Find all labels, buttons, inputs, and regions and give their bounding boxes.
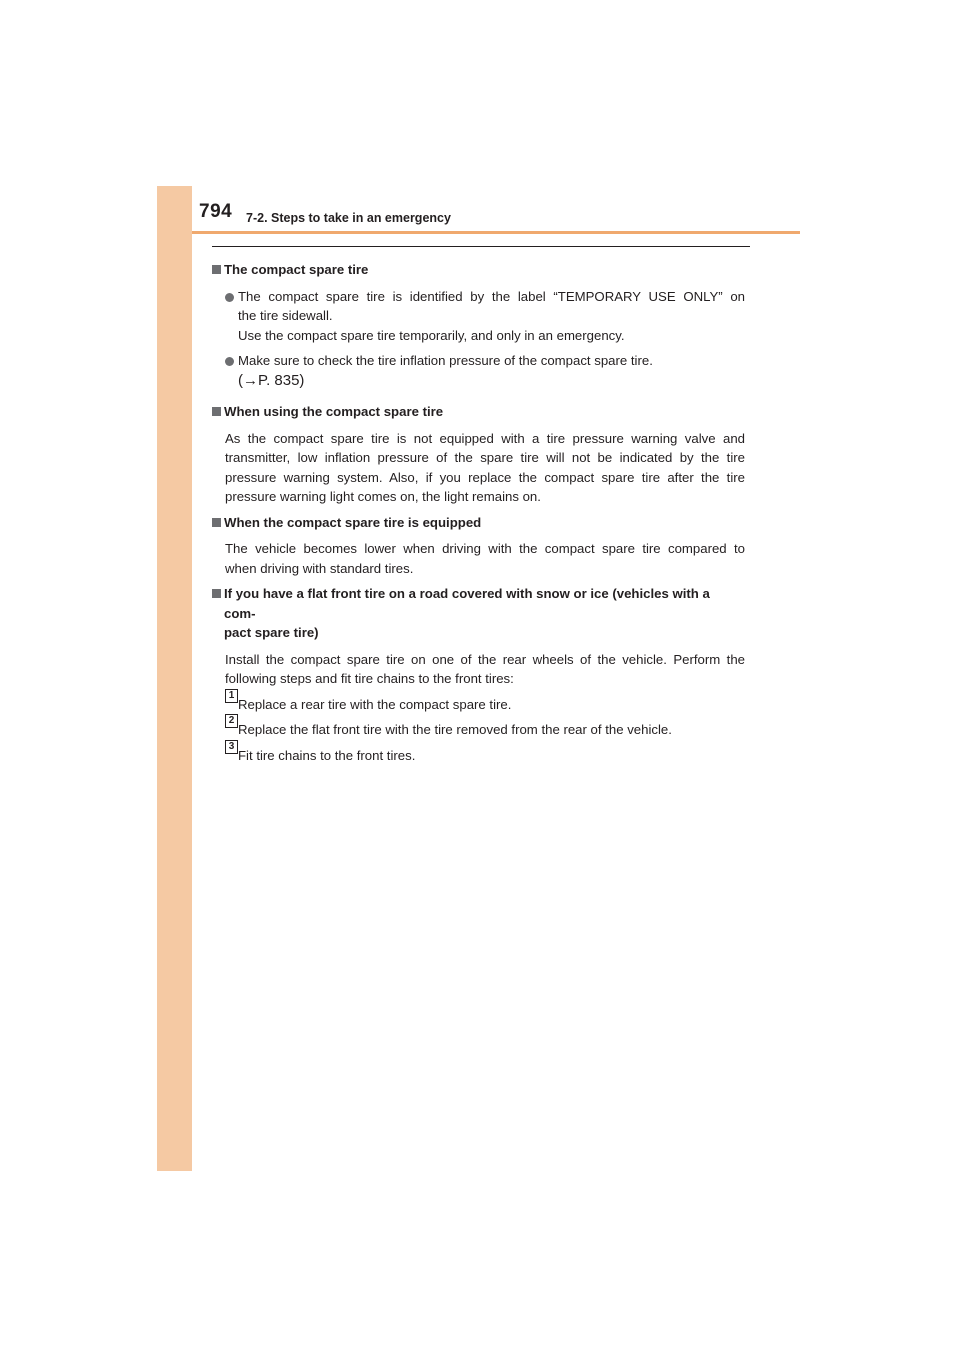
square-bullet-icon: [212, 407, 221, 416]
bullet-item: Make sure to check the tire inflation pressure of the compact spare tire. (→P. 835): [212, 351, 745, 390]
square-bullet-icon: [212, 589, 221, 598]
step-item: 2 Replace the flat front tire with the tire removed from the rear of the vehicle.: [212, 720, 745, 740]
section-heading: When the compact spare tire is equipped: [212, 513, 745, 533]
step-item: 1 Replace a rear tire with the compact spare tire.: [212, 695, 745, 715]
section-heading: If you have a flat front tire on a road covered with snow or ice (vehicles with a com- pact spare tire): [212, 584, 745, 643]
bullet-item: The compact spare tire is identified by the label “TEMPORARY USE ONLY” on the tire sidewall. Use the compact spare tire temporarily, and only in an emergency.: [212, 287, 745, 346]
chapter-sidebar-tab: [157, 186, 192, 1171]
paragraph: As the compact spare tire is not equipped with a tire pressure warning valve and transmitter, low inflation pressure of the spare tire will not be indicated by the tire pressure warning system. Also, if you replace the compact spare tire after the tire pressure warning light comes on, the light remains on.: [225, 430, 745, 504]
step-number-badge: 2: [225, 714, 238, 728]
round-bullet-icon: [225, 357, 234, 366]
step-item: 3 Fit tire chains to the front tires.: [212, 746, 745, 766]
square-bullet-icon: [212, 265, 221, 274]
page-reference-link[interactable]: (→P. 835): [238, 371, 305, 389]
square-bullet-icon: [212, 518, 221, 527]
page-content: [212, 260, 745, 771]
step-number-badge: 1: [225, 689, 238, 703]
header-rule: [192, 231, 800, 234]
section-heading: When using the compact spare tire: [212, 402, 745, 422]
page-number: 794: [199, 201, 233, 222]
section-heading: The compact spare tire: [212, 260, 745, 280]
paragraph: The vehicle becomes lower when driving with the compact spare tire compared to when driving with standard tires.: [225, 541, 745, 576]
step-number-badge: 3: [225, 740, 238, 754]
section-title: 7-2. Steps to take in an emergency: [246, 211, 451, 225]
content-divider: [212, 246, 750, 247]
paragraph: Install the compact spare tire on one of the rear wheels of the vehicle. Perform the following steps and fit tire chains to the front tires:: [225, 651, 745, 686]
round-bullet-icon: [225, 293, 234, 302]
